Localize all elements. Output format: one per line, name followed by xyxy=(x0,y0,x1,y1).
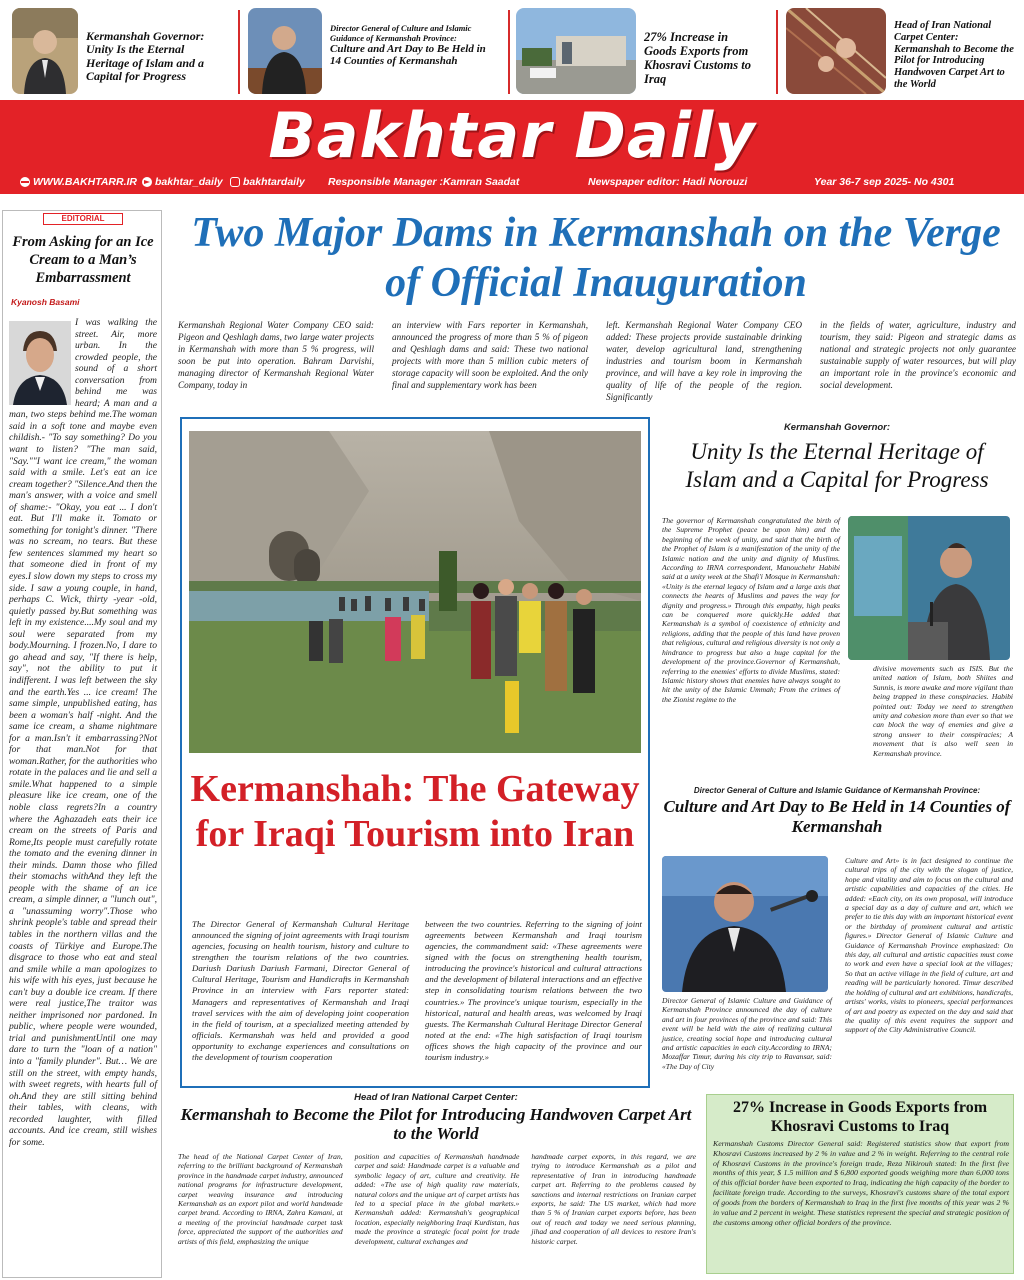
teaser-culture[interactable] xyxy=(248,8,504,94)
author-photo xyxy=(9,321,71,405)
governor-headline[interactable]: Unity Is the Eternal Heritage of Islam and a Capital for Progress xyxy=(685,439,989,492)
governor-body-continued: divisive movements such as ISIS. But the united nation of Islam, both Shiites and Sunnis, is more awake and more vigilant than being trapped in these conspiracies. Habibi pointed out: Today we need to strengthen unity and cohesion more than ever so that we can block the way of enemies and give a strong answer to their conspiracies; A movement that is also well seen in Kermanshah province. xyxy=(873,664,1013,758)
carpet-column: The head of the National Carpet Center of Iran, referring to the brilliant background of Kermanshah province in the handmade carpet industry, announced national programs for infrastructure development, carpet weaving insurance and introducing Kermanshah as an export pilot and world handmade carpet brand. According to IRNA, Zahra Kamani, at a meeting of the provincial handmade carpet task force, appreciated the support of the authorities and artists of this field, emphasizing the unique xyxy=(178,1152,343,1246)
carpet-column: position and capacities of Kermanshah handmade carpet and said: Handmade carpet is a valuable and symbolic legacy of art, culture and creativity. He added: «The use of high quality raw materials, natural colors and the unique art of carpet artists has led to a special place in the global markets.» Kermanshah added: Kermanshah's geographical location, especially neighboring Iraqi Kurdistan, has made the province a strategic focal point for trade development, cultural exchanges and xyxy=(354,1152,520,1246)
lead-column: in the fields of water, agriculture, industry and tourism, they said: Pigeon and strategic dams as national and strategic projects not only guarantee sustainable supply of water resources, but will play an important role in the province's economic and social development. xyxy=(820,320,1016,390)
teaser-culture-text xyxy=(322,8,492,68)
teaser-carpet-photo xyxy=(786,8,886,94)
teaser-carpet[interactable] xyxy=(786,8,1020,94)
culture-photo xyxy=(662,856,828,992)
lead-column: left. Kermanshah Regional Water Company CEO added: These projects provide sustainable drinking water, develop agricultural land, strengthening industries and tourism boom in Kermanshah province, and will have a key role in improving the quality of life of the people of the region. Significantly xyxy=(606,320,802,402)
masthead-info-bar xyxy=(0,176,1024,192)
tourism-column: The Director General of Kermanshah Cultural Heritage announced the signing of joint agreements with Iraqi tourism agencies, focusing on health tourism, history and culture to strengthen the tourism relations of the two countries. Dariush Dariush Dariush Farmani, Director General of Cultural Heritage, Tourism and Handicrafts in Kermanshah Province in an interview with Fars reporter stated: Managers and representatives of Kermanshah and Iraqi travel services with the aim of developing joint cooperation in the field of tourism, at a specialized meeting attended by officials. Kermanshah was held and provided a good opportunity to exchange experiences and consultations on the development of tourism cooperation xyxy=(192,919,409,1062)
carpet-kicker: Head of Iran National Carpet Center: xyxy=(354,1092,518,1103)
exports-body: Kermanshah Customs Director General said: Registered statistics show that export from Khosravi Customs increased by 2 % in value and 2 % in weight. Referring to the central role of Khosravi Customs in the province's foreign trade, Reza Nikirouh stated: In the first five months of this year, $ 1.5 million and $ 6,800 exported goods weighing more than 6,000 tons of this official border have been exported to Iraq, indicating the high capacity of the border to facilitate foreign trade. According to the surveys, Khosravi's customs share of the total export of goods from the borders of Kermanshah to Iraq in the first five months of this year was 2 % in value and 2 percent in weight. These statistics represent the special and strategic position of the customs among other official borders of the province. xyxy=(713,1139,1009,1227)
culture-kicker: Director General of Culture and Islamic Guidance of Kermanshah Province: xyxy=(693,786,981,795)
governor-body: The governor of Kermanshah congratulated the birth of the Supreme Prophet (peace be upon him) and the beginning of the week of unity, and said that the birth of the Prophet of Islam is a manifestation of the unity of the Islamic nation and the unity and dignity of Muslims. According to IRNA correspondent, Manouchehr Habibi said at a unity week at the Shafi'i Mosque in Kermanshah: «Unity is the eternal legacy of Islam and a large axis that connects the hearts of Muslims and paves the way for dignity and progress.» Through this empathy, high peaks can be conquered more quickly.He added that Kermanshah is a symbol of coexistence of ethnicity and religions, adding that the people of this land have proven that religious, cultural and religious diversity is not only a hindrance to progress but also a huge capital for the development of the province.Governor of Kermanshah, referring to the enemies' efforts to divide Muslims, stated: Islamic history shows that enemies have always sought to hit the unity of the Islamic Ummah; From the crimes of the Zionist regime to the xyxy=(662,516,840,704)
teaser-exports-title: 27% Increase in Goods Exports from Khosravi Customs to Iraq xyxy=(644,30,751,86)
teaser-exports[interactable] xyxy=(516,8,766,94)
teaser-divider xyxy=(238,10,240,94)
globe-icon xyxy=(20,177,30,187)
telegram-text: bakhtar_daily xyxy=(155,176,223,188)
teaser-governor-title: Kermanshah Governor: Unity Is the Eternal Heritage of Islam and a Capital for Progress xyxy=(86,29,205,84)
teaser-governor-photo xyxy=(12,8,78,94)
telegram-icon xyxy=(142,177,152,187)
teaser-divider xyxy=(776,10,778,94)
main-lead-text xyxy=(178,320,1016,404)
newspaper-title: Bakhtar Daily xyxy=(268,98,756,172)
responsible-manager: Responsible Manager :Kamran Saadat xyxy=(328,176,520,188)
website-text: WWW.BAKHTARR.IR xyxy=(33,176,138,188)
culture-headline[interactable]: Culture and Art Day to Be Held in 14 Counties of Kermanshah xyxy=(663,797,1011,837)
carpet-column: handmade carpet exports, in this regard, we are trying to introduce Kermanshah as a pilot and representative of Iran in introducing handmade carpet art. Referring to the problems caused by sanctions and internal restrictions on Iranian carpet exports, he said: The US market, which had more than 5 % of Iranian carpet exports before, has been out of reach and today we need serious planning, jihad and cooperation of all devices to restore Iran's historic carpet. xyxy=(531,1152,697,1246)
teaser-governor[interactable] xyxy=(12,8,232,94)
editorial-body-wrap xyxy=(9,317,157,1148)
carpet-headline[interactable]: Kermanshah to Become the Pilot for Introducing Handwoven Carpet Art to the World xyxy=(180,1105,692,1143)
editorial-tag: EDITORIAL xyxy=(43,213,123,225)
governor-photo xyxy=(848,516,1010,660)
editorial-body: I was walking the street. Air, more urban. In the crowded people, the sound of a short conversation from behind me was heard; A man and a man, two steps behind me.The woman said in a soft tone and maybe even childish.- "To say something? Do you want to listen? "The man said, "Say.""I want ice cream," the woman said with a smile. Let's eat an ice cream together? "Silence.And then the man's answer, with a voice and smell of shame:- "Okay, you eat ... I don't eat. But I'll make it. Tomato or something for tonight's dinner. "There was no scream, no tears. But these few sentences slammed my heart so that someone died in front of my eyes.I slow down my steps to cross my side. I saw a young couple, in hand, perhaps C. Wick, thirty -year -old, quietly passed by.But something was left in my existence....My soul and my soul were separated from my body.Mourning. I frozen.No, I dare to go ahead and say, "If there is help, say", not the ability to put it indifferent. I was left between the sky and the earth.Yes ... ice cream! The same simple, unpublished eating, has been a woman's half -night. And the same ice cream, a shame nightmare for a man.Isn't it embarrassing?Not for that man.Not for that woman.Rather, for the authorities who rotate in the palaces and lie and sell a smile.What happened to a simple pleasure like ice cream, one of the noble class regrets?In a country where the Aghazadeh eats their ice cream on the streets of Paris and Rome,Its people must carefully rotate the tomato and the evening dinner in their minds. Damn those who filled their stomachs withAnd they left the people with the shame of an ice cream, a simple dinner, a "lunch out", a "unassuming worry".Those who shrink people's table and spread their tables in the northern villas and the coasts of Türkiye and Europe.The disgrace to those who eat and steal and smile while a man apologizes to his wife with his eyes, just because he can't buy a double ice cream. If there were real justice,The traitor was neither imprisoned nor pardoned. In public, where people were wounded, trial and punishmentUntil one may dare to turn the "loan of a nation" into a "family plunder". But… We are still on the street, with empty hands, with sweet regrets, with hearts full of oh.And they are still sitting behind their tables, with cleans, with recorded laughter, with filled accounts. And ice cream, still wishes for some. xyxy=(9,317,157,1148)
lead-column: an interview with Fars reporter in Kermanshah, announced the progress of more than 5 % of pigeon and Qeshlagh dams and said: These two national projects with more than 5 million cubic meters of storage capacity will soon be exploited. And the only final and supplementary work has been xyxy=(392,320,588,390)
main-headline[interactable]: Two Major Dams in Kermanshah on the Verge of Official Inauguration xyxy=(191,210,1001,307)
teaser-culture-kicker: Director General of Culture and Islamic Guidance of Kermanshah Province: xyxy=(330,23,472,43)
tourism-headline[interactable]: Kermanshah: The Gateway for Iraqi Tourism into Iran xyxy=(190,768,640,855)
exports-headline[interactable]: 27% Increase in Goods Exports from Khosravi Customs to Iraq xyxy=(732,1099,988,1135)
telegram-link[interactable] xyxy=(142,176,223,188)
teaser-carpet-title: Head of Iran National Carpet Center: Kermanshah to Become the Pilot for Introducing Handwoven Carpet Art to the World xyxy=(894,20,1014,90)
teaser-exports-photo xyxy=(516,8,636,94)
teaser-divider xyxy=(508,10,510,94)
website-link[interactable] xyxy=(20,176,137,188)
teaser-culture-title: Culture and Art Day to Be Held in 14 Counties of Kermanshah xyxy=(330,43,486,68)
instagram-icon xyxy=(230,177,240,187)
culture-caption-body: Director General of Islamic Culture and Guidance of Kermanshah Province announced the day of culture and art in four provinces of the province and said: This event will be held with the aim of realizing cultural justice, creating social hope and introducing cultural and artistic capacities in each city.According to IRNA; Mozaffar Timur, during his city trip to Ravansar, said: «The Day of City xyxy=(662,996,832,1071)
tourism-text xyxy=(192,919,642,1063)
instagram-text: bakhtardaily xyxy=(243,176,305,188)
culture-body: Culture and Art» is in fact designed to continue the cultural trips of the city with the slogan of justice, hope and vitality and aim to focus on the cultural and artistic capabilities and capacities of the cities. He added: «Each city, on its own proposal, will introduce a special day as a day of culture and art, which we prefer to tie this day with an important historical event or the birthday of prominent cultural and artistic figures.» Director General of Islamic Culture and Guidance of Kermanshah Province emphasized: On this day, all cultural and artistic capacities must come to work and even have a special look at the villages; So that an active village in the field of culture, art and reading will be particularly honored. Timur described the holding of cultural and art exhibitions, handicrafts, artists' works, visits to pioneers, special performances of art and poetry as expected on the day and said that the quality of this event requires the support and support of the City Administrative Council. xyxy=(845,856,1013,1035)
exports-story-box xyxy=(706,1094,1014,1274)
governor-kicker: Kermanshah Governor: xyxy=(783,422,891,433)
editorial-column xyxy=(2,210,162,1278)
editorial-title[interactable]: From Asking for an Ice Cream to a Man’s Embarrassment xyxy=(12,234,154,287)
tourism-photo xyxy=(189,431,641,753)
issue-info: Year 36-7 sep 2025- No 4301 xyxy=(814,176,955,188)
carpet-text xyxy=(178,1152,696,1246)
lead-column: Kermanshah Regional Water Company CEO said: Pigeon and Qeshlagh dams, two large water projects in Kermanshah with more than 5 % progress, will soon be put into operation. Bahram Darvishi, managing director of Kermanshah Regional Water Company, today in xyxy=(178,320,374,390)
instagram-link[interactable] xyxy=(230,176,305,188)
tourism-story-box xyxy=(180,417,650,1088)
tourism-column: between the two countries. Referring to the signing of joint agreements between Kermanshah and Iraqi tourism agencies, the commandment said: «These agreements were signed with the focus on strengthening health tourism, introducing the province's historical and cultural attractions and the development of bilateral interactions and an effective step in consolidating tourism relations between the two countries.» The province's unique tourism, especially in the historical, natural and health areas, was welcomed by Iraqi guests. The Kermanshah Cultural Heritage Director General noted at the end: «The high satisfaction of Iraqi tourism offices shows the high capacity of the province and our tourism industry.» xyxy=(425,919,642,1062)
editorial-author: Kyanosh Basami xyxy=(11,297,80,307)
newspaper-editor: Newspaper editor: Hadi Norouzi xyxy=(588,176,748,188)
masthead xyxy=(0,100,1024,194)
teaser-strip xyxy=(0,0,1024,100)
teaser-culture-photo xyxy=(248,8,322,94)
